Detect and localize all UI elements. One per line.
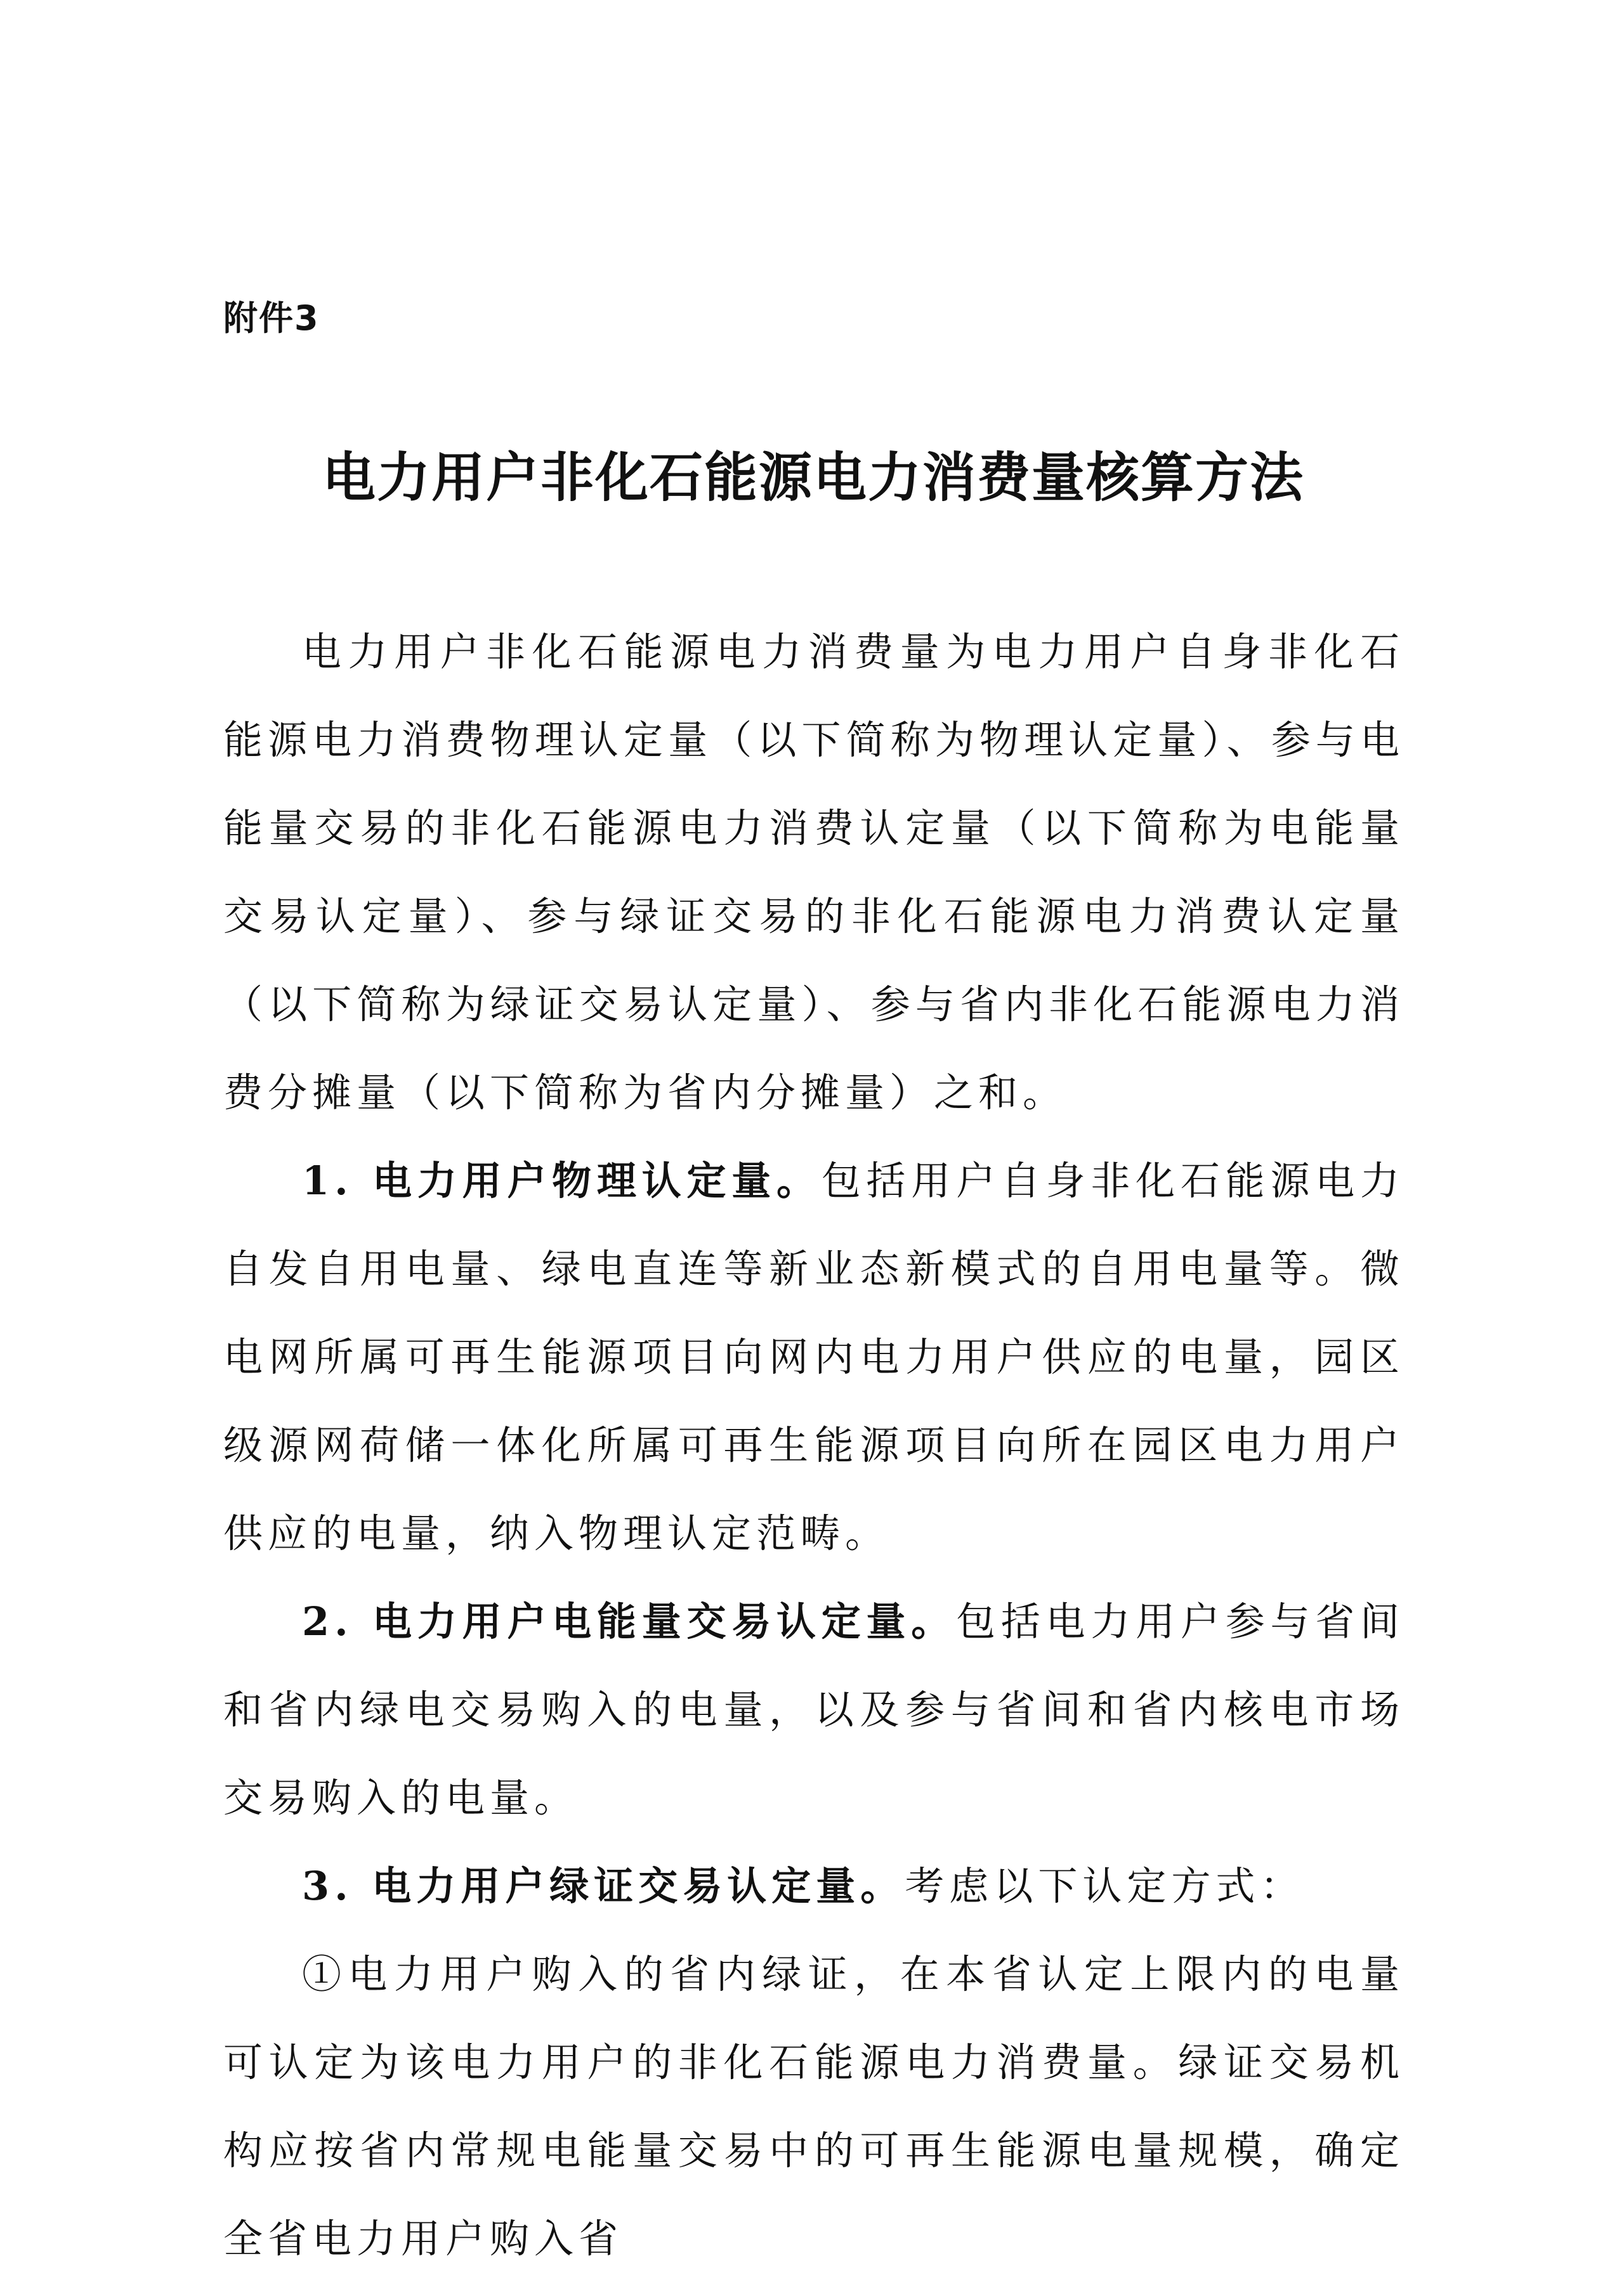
paragraph-text: ①电力用户购入的省内绿证，在本省认定上限内的电量可认定为该电力用户的非化石能源电力消费量。绿证交易机构应按省内常规电能量交易中的可再生能源电量规模，确定全省电力用户购入省 (223, 1951, 1405, 2262)
paragraph-text: 电力用户非化石能源电力消费量为电力用户自身非化石能源电力消费物理认定量（以下简称为物理认定量）、参与电能量交易的非化石能源电力消费认定量（以下简称为电能量交易认定量）、参与绿证交易的非化石能源电力消费认定量（以下简称为绿证交易认定量）、参与省内非化石能源电力消费分摊量（以下简称为省内分摊量）之和。 (223, 629, 1405, 1116)
paragraph-text: 考虑以下认定方式： (905, 1863, 1305, 1909)
intro-paragraph (223, 608, 1405, 1137)
paragraph-text: 包括用户自身非化石能源电力自发自用电量、绿电直连等新业态新模式的自用电量等。微电网所属可再生能源项目向网内电力用户供应的电量，园区级源网荷储一体化所属可再生能源项目向所在园区电力用户供应的电量，纳入物理认定范畴。 (223, 1158, 1405, 1556)
section-1-heading: 1. 电力用户物理认定量。 (302, 1158, 822, 1204)
section-3-paragraph (223, 1842, 1405, 1930)
section-3-heading: 3. 电力用户绿证交易认定量。 (302, 1863, 905, 1909)
attachment-label: 附件3 (223, 298, 320, 338)
section-1-paragraph (223, 1137, 1405, 1577)
item-1-paragraph (223, 1930, 1405, 2283)
document-body (223, 608, 1405, 2283)
document-title: 电力用户非化石能源电力消费量核算方法 (322, 446, 1304, 509)
paragraph-text: 包括电力用户参与省间和省内绿电交易购入的电量，以及参与省间和省内核电市场交易购入的电量。 (223, 1598, 1405, 1821)
section-2-heading: 2. 电力用户电能量交易认定量。 (302, 1598, 957, 1645)
section-2-paragraph (223, 1577, 1405, 1842)
